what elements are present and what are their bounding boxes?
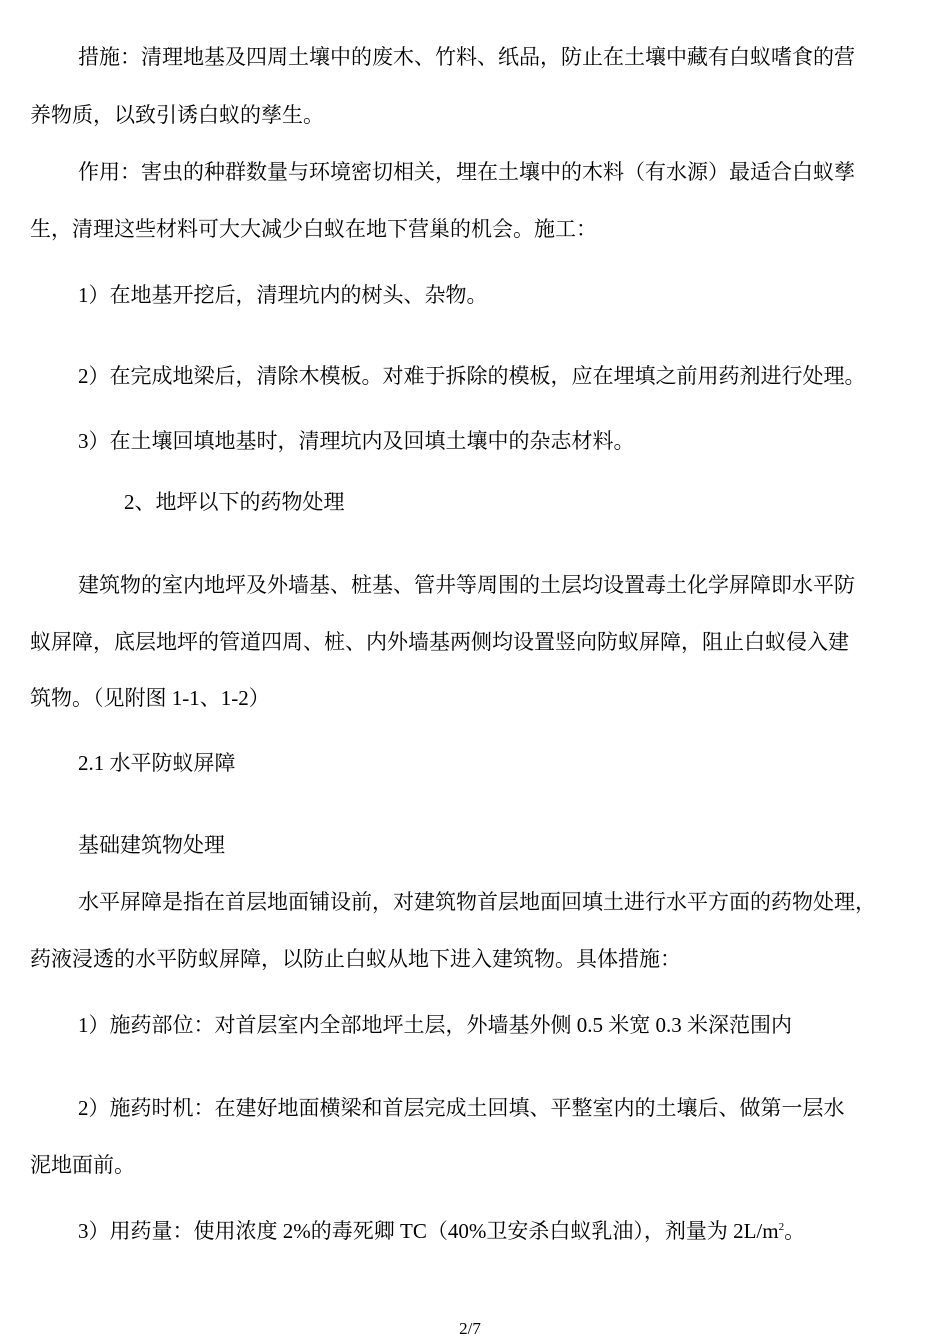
paragraph-measures-line-2: 养物质，以致引诱白蚁的孳生。 [30,103,324,127]
measure-item-3 [78,1217,805,1245]
list-item-2: 2）在完成地梁后，清除木模板。对难于拆除的模板，应在埋填之前用药剂进行处理。 [78,364,866,388]
section-heading-2: 2、地坪以下的药物处理 [124,490,345,514]
paragraph-horizontal-line-1: 水平屏障是指在首层地面铺设前，对建筑物首层地面回填土进行水平方面的药物处理， [78,890,876,914]
measure-item-3-end: 。 [784,1219,806,1243]
measure-item-3-text: 3）用药量：使用浓度 2%的毒死卿 TC（40%卫安杀白蚁乳油），剂量为 2L/m [78,1219,779,1243]
superscript-exponent: 2 [778,1221,785,1233]
section-heading-2-1: 2.1 水平防蚁屏障 [78,751,236,775]
subheading-foundation: 基础建筑物处理 [78,833,225,857]
measure-item-1: 1）施药部位：对首层室内全部地坪土层，外墙基外侧 0.5 米宽 0.3 米深范围内 [78,1013,792,1037]
paragraph-effect-line-1: 作用：害虫的种群数量与环境密切相关，埋在土壤中的木料（有水源）最适合白蚁孳 [78,160,855,184]
list-item-1: 1）在地基开挖后，清理坑内的树头、杂物。 [78,283,488,307]
measure-item-2-line-1: 2）施药时机：在建好地面横梁和首层完成土回填、平整室内的土壤后、做第一层水 [78,1096,845,1120]
measure-item-2-line-2: 泥地面前。 [30,1153,135,1177]
paragraph-building-line-2: 蚁屏障，底层地坪的管道四周、桩、内外墙基两侧均设置竖向防蚁屏障，阻止白蚁侵入建 [30,630,849,654]
list-item-3: 3）在土壤回填地基时，清理坑内及回填土壤中的杂志材料。 [78,429,635,453]
paragraph-building-line-3: 筑物。（见附图 1-1、1-2） [30,686,270,710]
paragraph-horizontal-line-2: 药液浸透的水平防蚁屏障，以防止白蚁从地下进入建筑物。具体措施： [30,947,681,971]
page-number: 2/7 [459,1319,481,1338]
paragraph-measures-line-1: 措施：清理地基及四周土壤中的废木、竹料、纸品，防止在土壤中藏有白蚁嗜食的营 [78,45,855,69]
paragraph-effect-line-2: 生，清理这些材料可大大减少白蚁在地下营巢的机会。施工： [30,217,597,241]
paragraph-building-line-1: 建筑物的室内地坪及外墙基、桩基、管井等周围的土层均设置毒土化学屏障即水平防 [78,573,855,597]
